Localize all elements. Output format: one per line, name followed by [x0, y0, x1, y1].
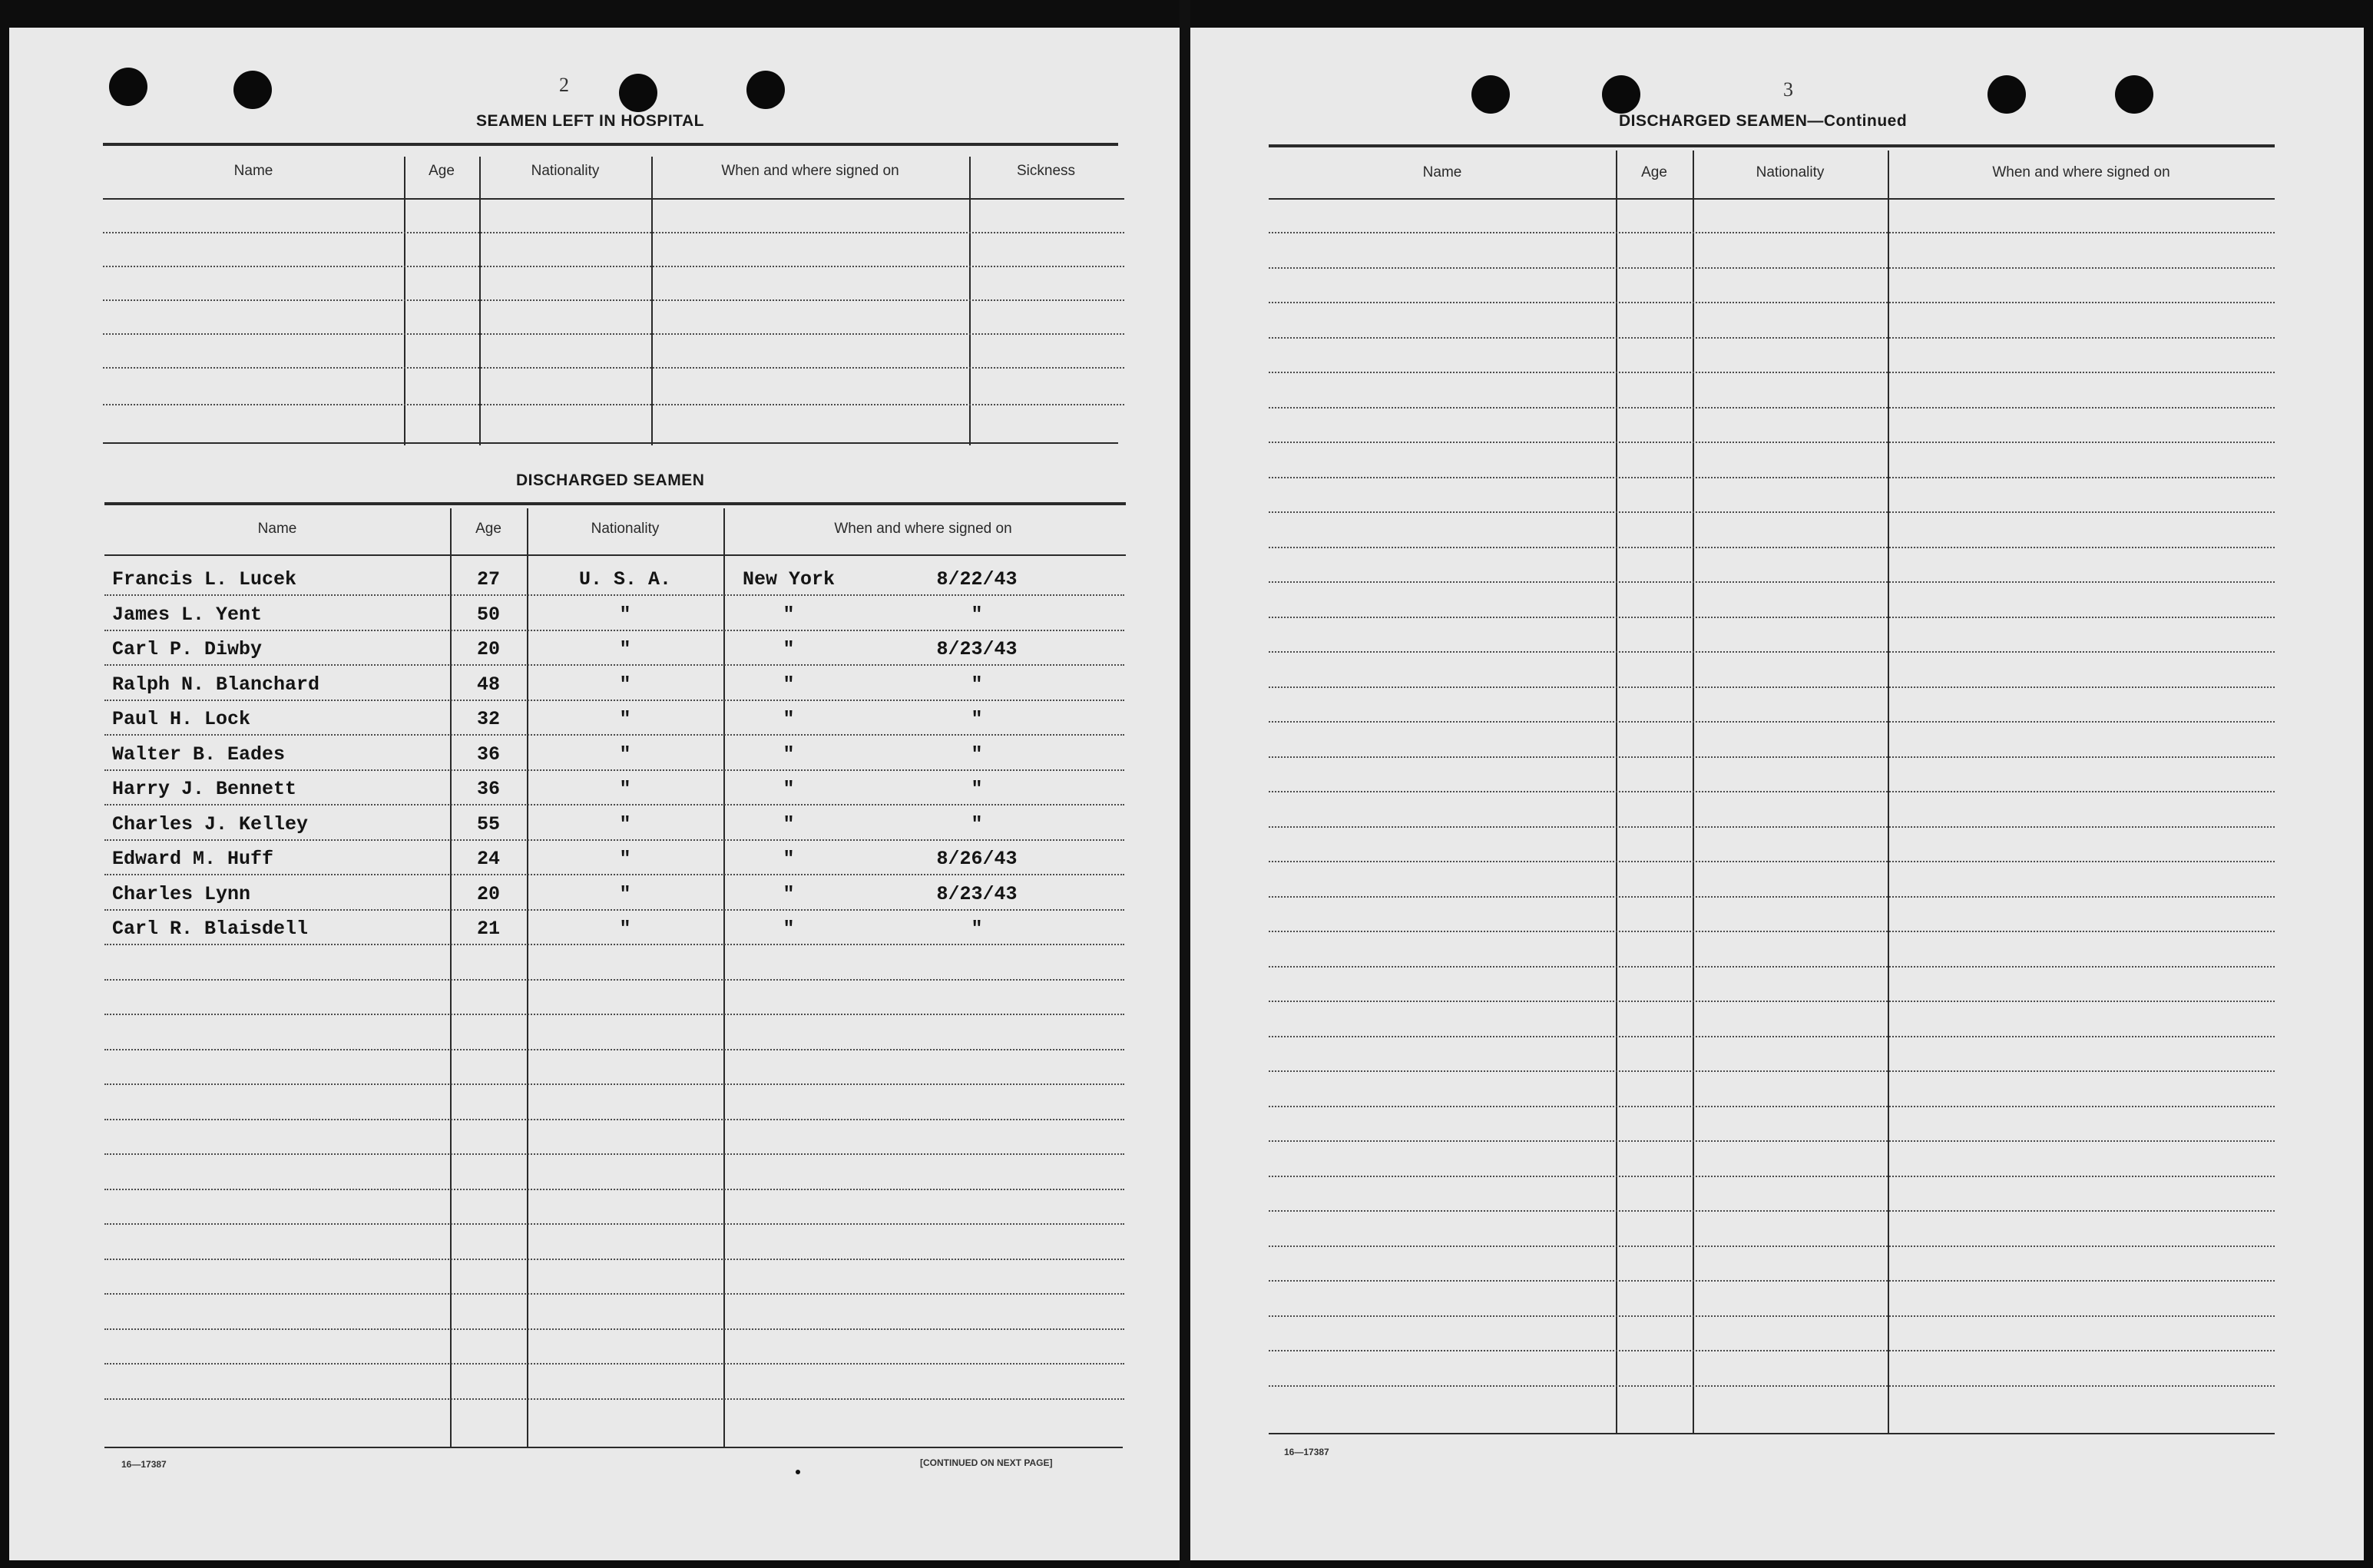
binder-hole — [109, 68, 147, 106]
cell-name: Walter B. Eades — [112, 743, 286, 766]
cell-name: Edward M. Huff — [112, 848, 274, 870]
header-rule — [104, 554, 1126, 556]
table-row-rule — [104, 734, 1124, 736]
discharged-continued-title — [1619, 112, 1907, 131]
cell-nationality: " — [619, 918, 631, 940]
table-row-rule — [104, 1083, 1124, 1085]
blank-row — [103, 266, 1124, 267]
left-page — [9, 28, 1183, 1560]
cell-date: " — [971, 918, 983, 940]
blank-row — [103, 404, 1124, 405]
column-header-name: Name — [1422, 164, 1462, 180]
cell-nationality: " — [619, 604, 631, 626]
cell-name: Ralph N. Blanchard — [112, 673, 320, 696]
header-rule — [103, 198, 1124, 200]
table-row-rule — [104, 1153, 1124, 1155]
blank-row — [103, 299, 1124, 301]
table-row-rule — [1269, 896, 2275, 898]
cell-place: " — [783, 708, 795, 730]
header-rule — [1269, 198, 2275, 200]
cell-nationality: " — [619, 673, 631, 696]
column-divider — [651, 157, 653, 445]
table-row-rule — [1269, 372, 2275, 373]
table-row-rule — [104, 1328, 1124, 1330]
table-row-rule — [1269, 1315, 2275, 1317]
hospital-section-title: SEAMEN LEFT IN HOSPITAL — [476, 112, 704, 130]
page-number: 2 — [559, 74, 569, 96]
table-row-rule — [1269, 442, 2275, 443]
binder-hole — [746, 71, 785, 109]
table-row-rule — [1269, 1001, 2275, 1002]
table-row-rule — [1269, 791, 2275, 792]
cell-place: " — [783, 848, 795, 870]
table-row-rule — [104, 804, 1124, 806]
cell-nationality: " — [619, 638, 631, 660]
table-row-rule — [1269, 1106, 2275, 1107]
table-row-rule — [1269, 826, 2275, 828]
cell-date: 8/23/43 — [936, 638, 1018, 660]
cell-age: 32 — [476, 708, 500, 730]
form-number: 16—17387 — [121, 1459, 167, 1470]
table-top-rule — [104, 502, 1126, 505]
cell-age: 50 — [476, 604, 500, 626]
cell-place: " — [783, 918, 795, 940]
cell-date: " — [971, 604, 983, 626]
table-row-rule — [1269, 686, 2275, 688]
cell-name: Charles Lynn — [112, 883, 251, 905]
cell-place: " — [783, 743, 795, 766]
column-header-name: Name — [257, 521, 297, 537]
title-continued: —Continued — [1807, 112, 1908, 130]
column-divider — [404, 157, 405, 445]
cell-age: 55 — [476, 813, 500, 835]
cell-nationality: " — [619, 848, 631, 870]
table-row-rule — [1269, 1280, 2275, 1282]
binder-hole — [1987, 75, 2026, 114]
cell-nationality: " — [619, 778, 631, 800]
cell-name: Carl P. Diwby — [112, 638, 263, 660]
binder-hole — [233, 71, 272, 109]
cell-name: James L. Yent — [112, 604, 263, 626]
table-row-rule — [1269, 547, 2275, 548]
blank-row — [103, 232, 1124, 233]
table-row-rule — [104, 979, 1124, 981]
table-row-rule — [104, 1293, 1124, 1295]
cell-place: " — [783, 778, 795, 800]
cell-nationality: " — [619, 743, 631, 766]
table-row-rule — [104, 839, 1124, 841]
column-divider — [479, 157, 481, 445]
cell-place: " — [783, 604, 795, 626]
table-row-rule — [104, 630, 1124, 631]
cell-name: Charles J. Kelley — [112, 813, 309, 835]
table-row-rule — [1269, 581, 2275, 583]
discharged-section-title: DISCHARGED SEAMEN — [516, 471, 705, 489]
column-header-age: Age — [1641, 164, 1667, 180]
cell-date: 8/22/43 — [936, 568, 1018, 590]
table-bottom-rule — [103, 442, 1118, 444]
table-row-rule — [1269, 721, 2275, 723]
cell-age: 36 — [476, 778, 500, 800]
cell-place: " — [783, 673, 795, 696]
column-divider — [1888, 151, 1889, 1434]
table-row-rule — [1269, 931, 2275, 932]
table-row-rule — [104, 909, 1124, 911]
title-main: DISCHARGED SEAMEN — [1619, 112, 1808, 130]
table-row-rule — [1269, 477, 2275, 478]
table-row-rule — [1269, 756, 2275, 758]
column-divider — [1616, 151, 1617, 1434]
cell-age: 36 — [476, 743, 500, 766]
binder-hole — [619, 74, 657, 112]
table-row-rule — [104, 594, 1124, 596]
table-row-rule — [104, 1014, 1124, 1015]
cell-nationality: " — [619, 883, 631, 905]
column-header-signed-on: When and where signed on — [721, 163, 899, 179]
table-row-rule — [1269, 1350, 2275, 1351]
blank-row — [103, 333, 1124, 335]
column-header-signed-on: When and where signed on — [834, 521, 1012, 537]
cell-place: " — [783, 813, 795, 835]
continued-note: [CONTINUED ON NEXT PAGE] — [920, 1457, 1053, 1468]
cell-place: " — [783, 638, 795, 660]
table-row-rule — [1269, 1210, 2275, 1212]
table-row-rule — [1269, 407, 2275, 409]
column-header-nationality: Nationality — [531, 163, 600, 179]
table-row-rule — [1269, 651, 2275, 653]
table-row-rule — [1269, 966, 2275, 968]
cell-place: " — [783, 883, 795, 905]
table-row-rule — [1269, 1036, 2275, 1037]
binder-hole — [1602, 75, 1640, 114]
table-bottom-rule — [1269, 1433, 2275, 1434]
table-row-rule — [1269, 232, 2275, 233]
table-row-rule — [104, 1049, 1124, 1050]
table-row-rule — [1269, 1070, 2275, 1072]
cell-date: " — [971, 813, 983, 835]
cell-name: Francis L. Lucek — [112, 568, 297, 590]
cell-age: 21 — [476, 918, 500, 940]
table-row-rule — [104, 1119, 1124, 1120]
cell-nationality: U. S. A. — [578, 568, 672, 590]
cell-name: Harry J. Bennett — [112, 778, 297, 800]
table-row-rule — [1269, 1140, 2275, 1142]
table-row-rule — [104, 944, 1124, 945]
column-header-sickness: Sickness — [1016, 163, 1076, 179]
table-row-rule — [104, 1363, 1124, 1365]
cell-date: " — [971, 778, 983, 800]
cell-nationality: " — [619, 708, 631, 730]
table-row-rule — [104, 1398, 1124, 1400]
cell-date: " — [971, 743, 983, 766]
table-row-rule — [104, 664, 1124, 666]
cell-name: Carl R. Blaisdell — [112, 918, 309, 940]
form-number: 16—17387 — [1284, 1447, 1329, 1457]
column-header-signed-on: When and where signed on — [1992, 164, 2170, 180]
cell-age: 48 — [476, 673, 500, 696]
page-gutter — [1180, 0, 1190, 1568]
table-row-rule — [1269, 511, 2275, 513]
ink-speck — [796, 1470, 800, 1474]
table-top-rule — [1269, 144, 2275, 147]
table-row-rule — [104, 700, 1124, 701]
cell-date: 8/23/43 — [936, 883, 1018, 905]
blank-row — [103, 367, 1124, 369]
table-row-rule — [1269, 302, 2275, 303]
right-page — [1187, 28, 2364, 1560]
cell-name: Paul H. Lock — [112, 708, 251, 730]
page-number: 3 — [1783, 78, 1793, 101]
table-row-rule — [1269, 861, 2275, 862]
table-bottom-rule — [104, 1447, 1123, 1448]
table-row-rule — [1269, 337, 2275, 339]
binder-hole — [1471, 75, 1510, 114]
table-row-rule — [1269, 1176, 2275, 1177]
table-row-rule — [1269, 1245, 2275, 1247]
cell-age: 20 — [476, 638, 500, 660]
cell-place: New York — [742, 568, 836, 590]
column-header-age: Age — [475, 521, 501, 537]
cell-nationality: " — [619, 813, 631, 835]
table-row-rule — [104, 1259, 1124, 1260]
column-divider — [1693, 151, 1694, 1434]
table-row-rule — [104, 1223, 1124, 1225]
table-row-rule — [104, 769, 1124, 771]
cell-date: 8/26/43 — [936, 848, 1018, 870]
table-row-rule — [104, 1189, 1124, 1190]
cell-age: 27 — [476, 568, 500, 590]
binder-hole — [2115, 75, 2153, 114]
column-header-nationality: Nationality — [591, 521, 660, 537]
table-top-rule — [103, 143, 1118, 146]
table-row-rule — [1269, 1385, 2275, 1387]
cell-date: " — [971, 673, 983, 696]
column-divider — [969, 157, 971, 445]
column-header-nationality: Nationality — [1756, 164, 1825, 180]
cell-date: " — [971, 708, 983, 730]
cell-age: 24 — [476, 848, 500, 870]
cell-age: 20 — [476, 883, 500, 905]
table-row-rule — [104, 874, 1124, 875]
table-row-rule — [1269, 617, 2275, 618]
column-header-name: Name — [233, 163, 273, 179]
column-header-age: Age — [429, 163, 455, 179]
table-row-rule — [1269, 267, 2275, 269]
